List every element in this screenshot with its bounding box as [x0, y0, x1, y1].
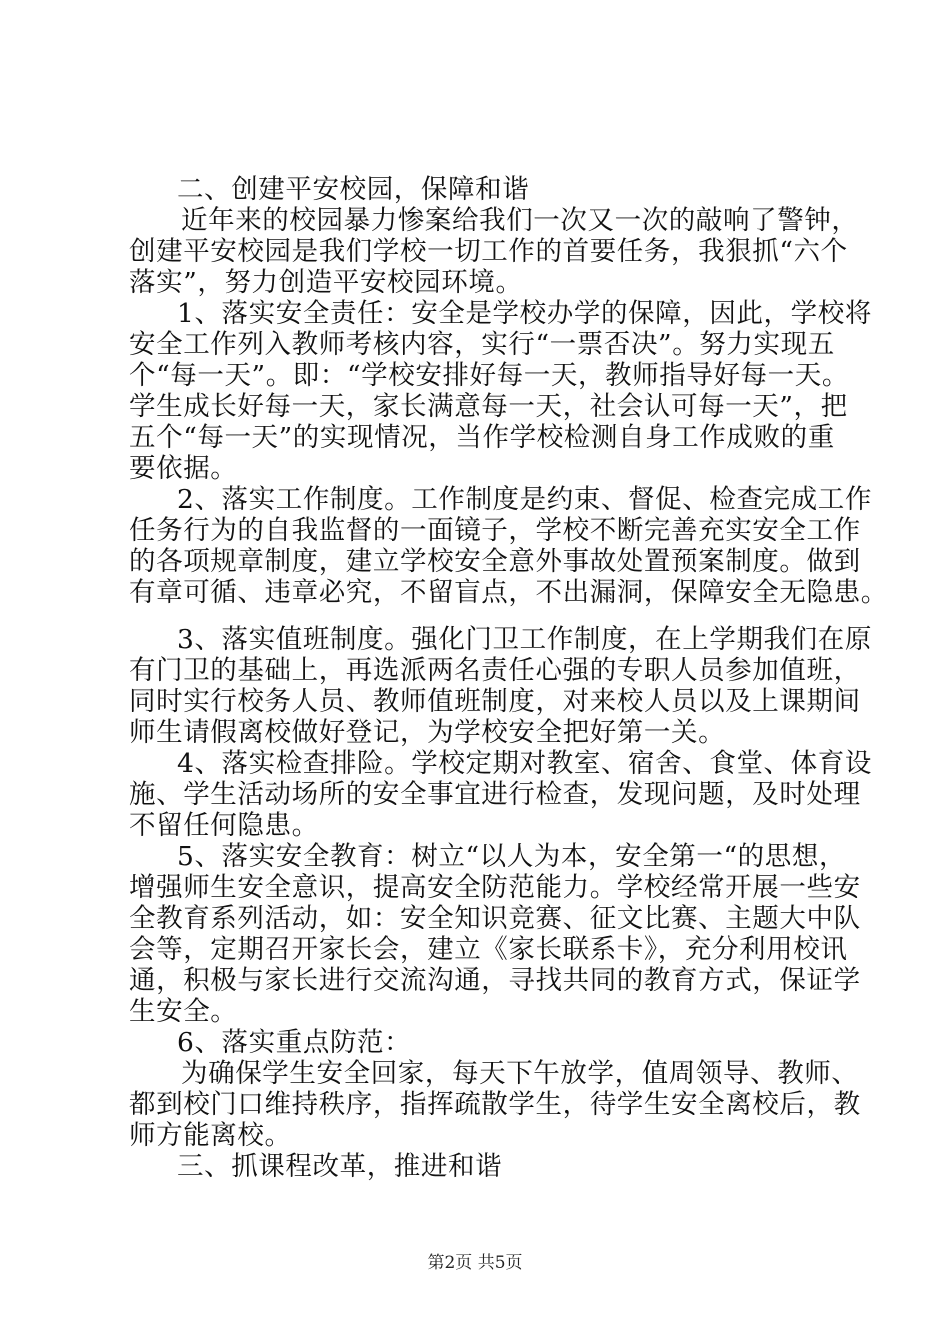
paragraph-line: 创建平安校园是我们学校一切工作的首要任务，我狠抓“六个 [129, 235, 848, 267]
page-number-footer: 第2页 共5页 [427, 1253, 523, 1273]
paragraph-line: 近年来的校园暴力惨案给我们一次又一次的敲响了警钟， [181, 204, 859, 236]
paragraph-line: 安全工作列入教师考核内容，实行“一票否决”。努力实现五 [129, 328, 835, 360]
paragraph-line: 同时实行校务人员、教师值班制度，对来校人员以及上课期间 [129, 686, 861, 718]
paragraph-line: 的各项规章制度，建立学校安全意外事故处置预案制度。做到 [129, 545, 861, 577]
section-heading: 二、创建平安校园，保障和谐 [177, 174, 530, 205]
paragraph-line: 3、落实值班制度。强化门卫工作制度，在上学期我们在原 [177, 624, 872, 656]
paragraph-line: 5、落实安全教育：树立“以人为本，安全第一“的思想， [177, 841, 847, 873]
paragraph-line: 增强师生安全意识，提高安全防范能力。学校经常开展一些安 [129, 872, 861, 904]
paragraph-line: 会等，定期召开家长会，建立《家长联系卡》，充分利用校讯 [129, 934, 848, 966]
paragraph-line: 施、学生活动场所的安全事宜进行检查，发现问题，及时处理 [129, 779, 861, 811]
paragraph-line: 落实”，努力创造平安校园环境。 [129, 266, 523, 298]
paragraph-line: 6、落实重点防范： [177, 1027, 412, 1059]
paragraph-line: 2、落实工作制度。工作制度是约束、督促、检查完成工作 [177, 483, 872, 515]
section-heading: 三、抓课程改革，推进和谐 [177, 1151, 503, 1182]
paragraph-line: 4、落实检查排险。学校定期对教室、宿舍、食堂、体育设 [177, 748, 872, 780]
paragraph-line: 个“每一天”。即：“学校安排好每一天，教师指导好每一天。 [129, 359, 849, 391]
paragraph-line: 有章可循、违章必究，不留盲点，不出漏洞，保障安全无隐患。 [129, 576, 888, 608]
paragraph-line: 学生成长好每一天，家长满意每一天，社会认可每一天”，把 [129, 390, 848, 422]
paragraph-line: 生安全。 [129, 996, 238, 1028]
paragraph-line: 通，积极与家长进行交流沟通，寻找共同的教育方式，保证学 [129, 965, 861, 997]
paragraph-line: 五个“每一天”的实现情况，当作学校检测自身工作成败的重 [129, 421, 835, 453]
paragraph-line: 为确保学生安全回家，每天下午放学，值周领导、教师、 [181, 1058, 859, 1090]
paragraph-line: 有门卫的基础上，再选派两名责任心强的专职人员参加值班， [129, 655, 861, 687]
paragraph-line: 都到校门口维持秩序，指挥疏散学生，待学生安全离校后，教 [129, 1089, 861, 1121]
paragraph-line: 师生请假离校做好登记，为学校安全把好第一关。 [129, 717, 726, 749]
paragraph-line: 任务行为的自我监督的一面镜子，学校不断完善充实安全工作 [129, 514, 861, 546]
paragraph-line: 师方能离校。 [129, 1120, 292, 1151]
paragraph-line: 要依据。 [129, 452, 238, 484]
paragraph-line: 1、落实安全责任：安全是学校办学的保障，因此，学校将 [177, 297, 872, 329]
paragraph-line: 不留任何隐患。 [129, 810, 319, 842]
paragraph-line: 全教育系列活动，如：安全知识竞赛、征文比赛、主题大中队 [129, 903, 861, 935]
